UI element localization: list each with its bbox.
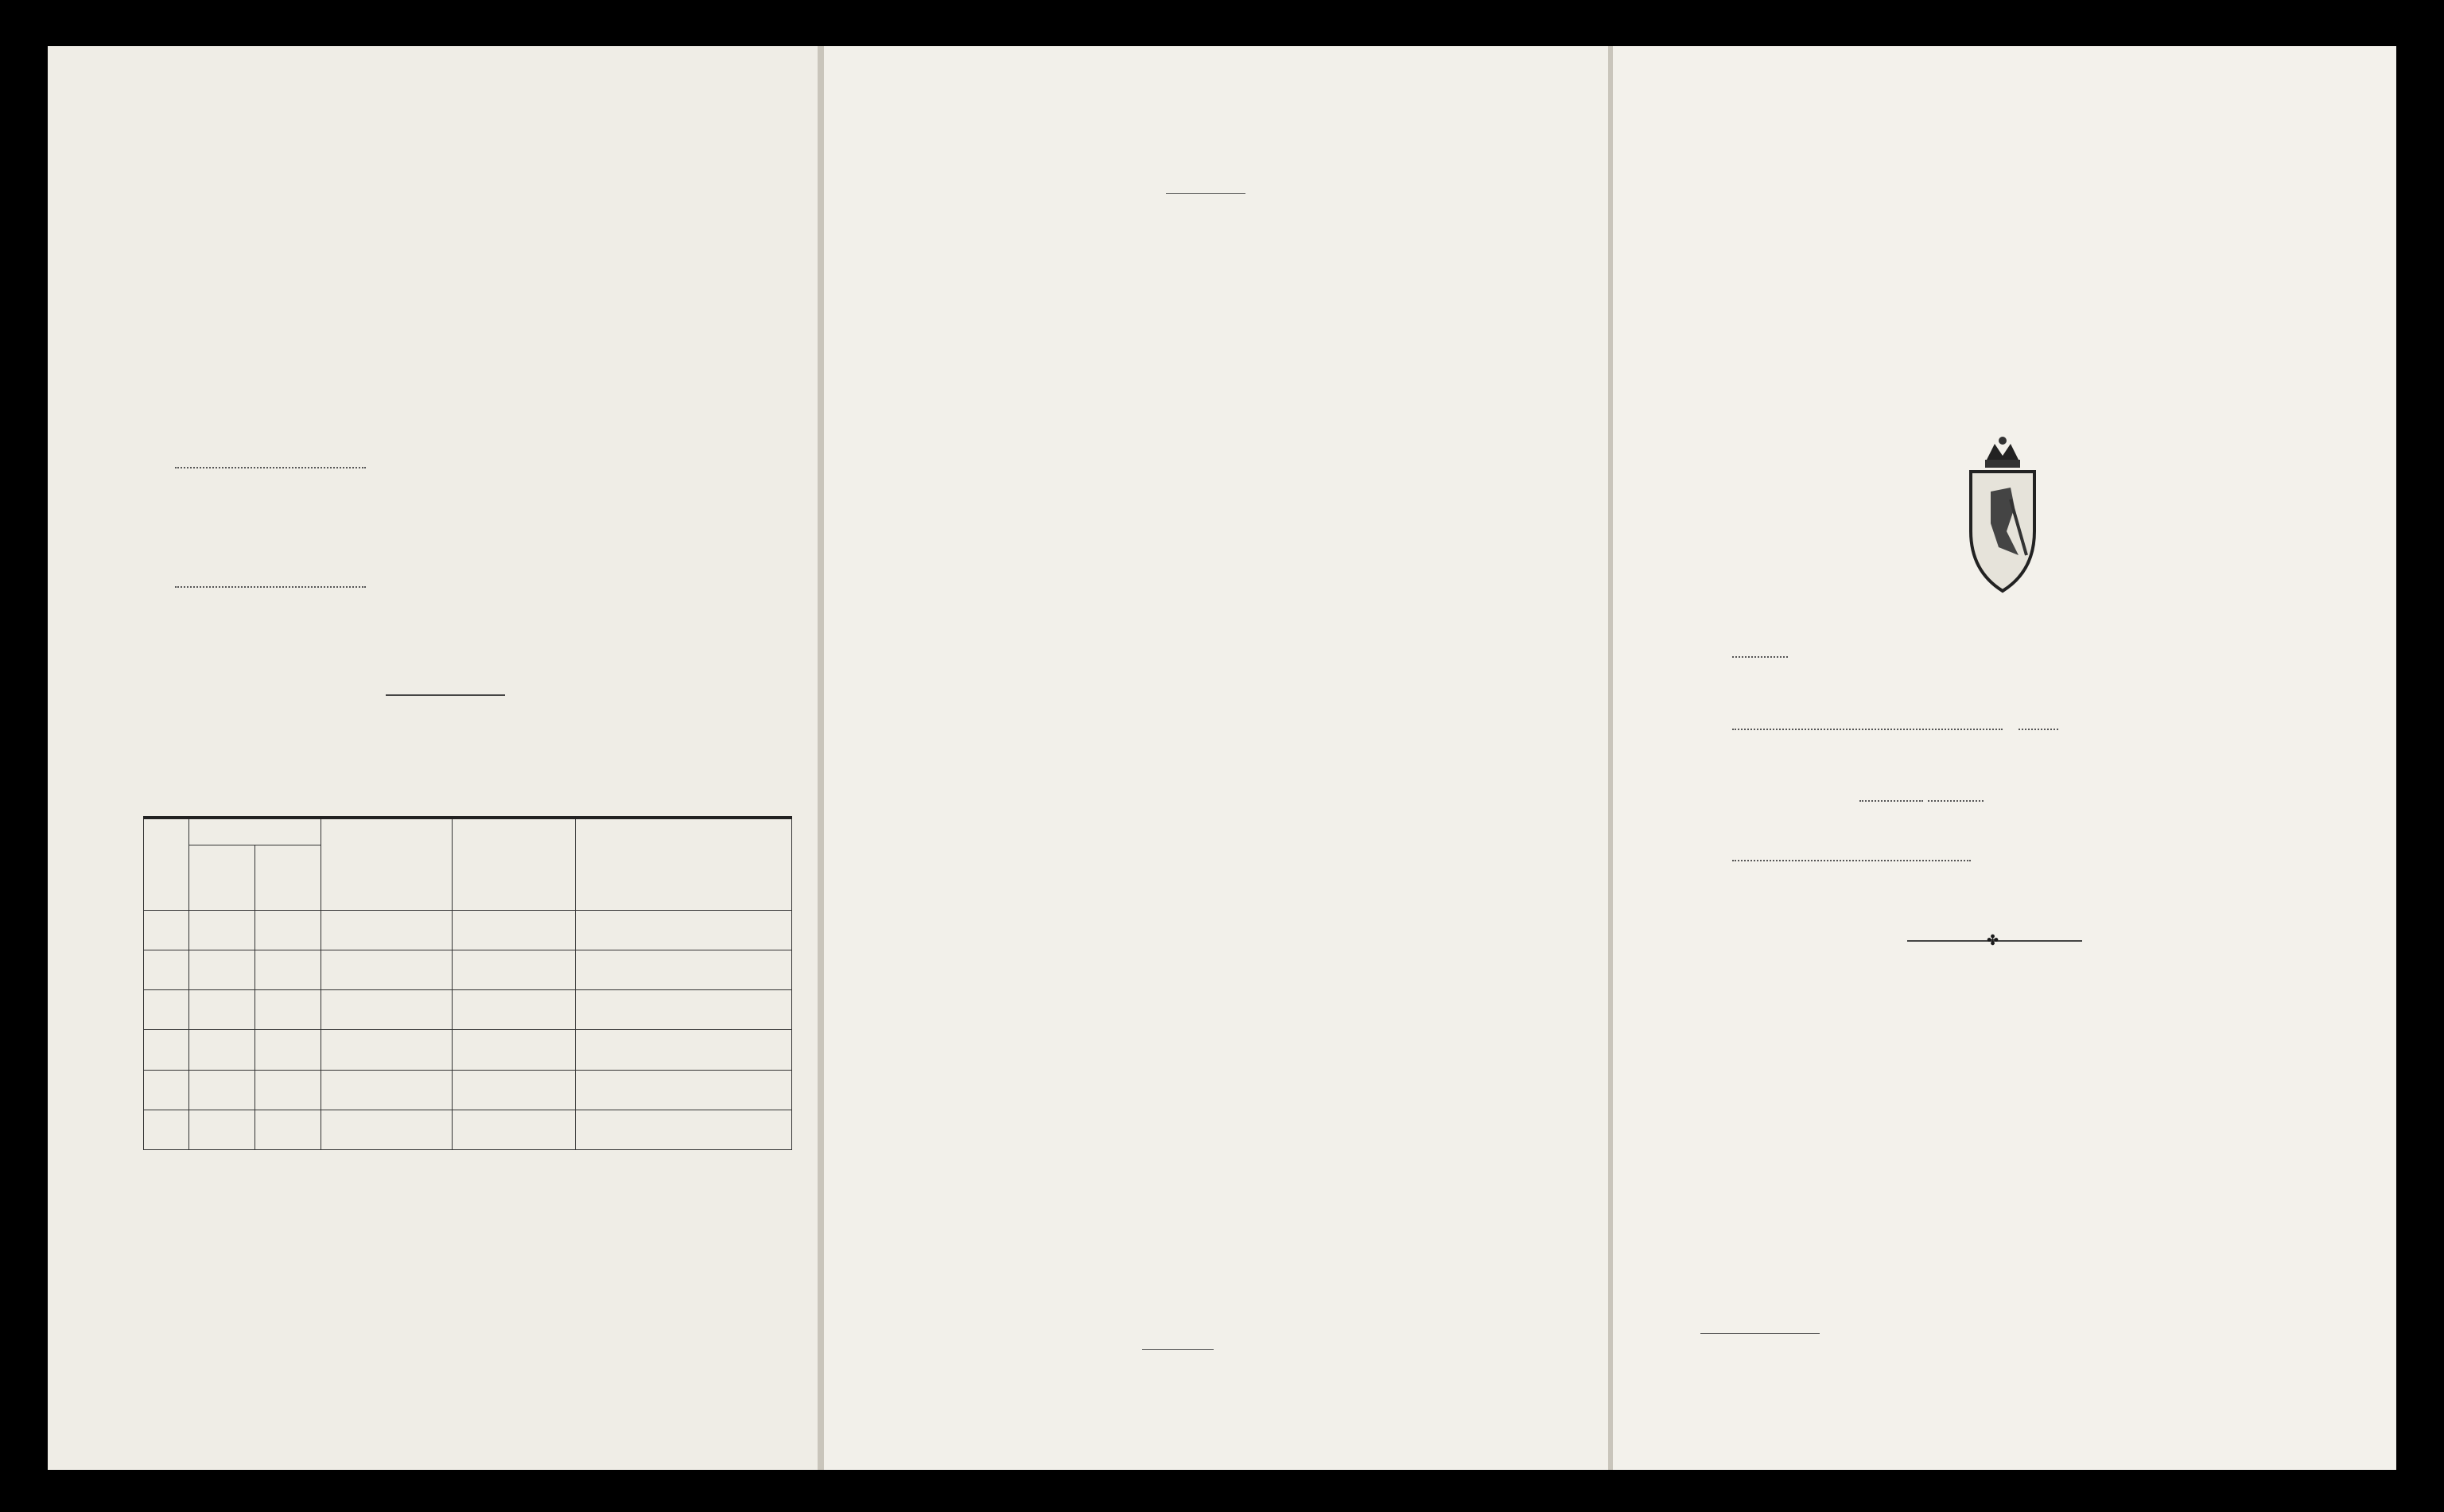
- item2-handwritten-values: [175, 586, 366, 588]
- item2-gjorde: [175, 571, 366, 595]
- skema-label: [1732, 641, 1788, 663]
- bosted-value: [1732, 860, 1971, 861]
- coat-of-arms-icon: [1955, 436, 2050, 595]
- page-right: [1613, 46, 2396, 1470]
- table-row: [144, 1110, 792, 1149]
- table-row: [144, 1070, 792, 1110]
- col-nr: [144, 818, 189, 910]
- divider: [1700, 1333, 1820, 1334]
- bosted-line: [1732, 845, 1971, 866]
- table-row: [144, 990, 792, 1030]
- col-igjen: [255, 845, 321, 910]
- col-hvilket-aar: [189, 818, 321, 845]
- page-left: [48, 46, 818, 1470]
- divider: [1166, 193, 1245, 194]
- herred-line: [1732, 714, 2058, 735]
- table-row: [144, 910, 792, 950]
- gaards-line: [1859, 786, 1984, 807]
- col-utflyttet: [189, 845, 255, 910]
- bruks-value: [1928, 800, 1984, 802]
- table-row: [144, 1030, 792, 1070]
- ornament-icon: ✤: [1987, 932, 1999, 948]
- divider: [1142, 1349, 1214, 1350]
- herred-value: [1732, 729, 2003, 730]
- page-middle: [824, 46, 1608, 1470]
- col-hvor: [453, 818, 576, 910]
- norsk-amerikanere-table: [143, 816, 792, 1150]
- gaards-value: [1859, 800, 1923, 802]
- col-stilling: [576, 818, 792, 910]
- table-row: [144, 950, 792, 989]
- item1-handwritten-values: [175, 467, 366, 468]
- husliste-nr-value: [1732, 656, 1788, 658]
- col-fra: [321, 818, 453, 910]
- kreds-value: [2019, 729, 2058, 730]
- page-gutter: [818, 46, 824, 1470]
- item1-utgjorde: [175, 452, 366, 476]
- divider: [386, 694, 505, 696]
